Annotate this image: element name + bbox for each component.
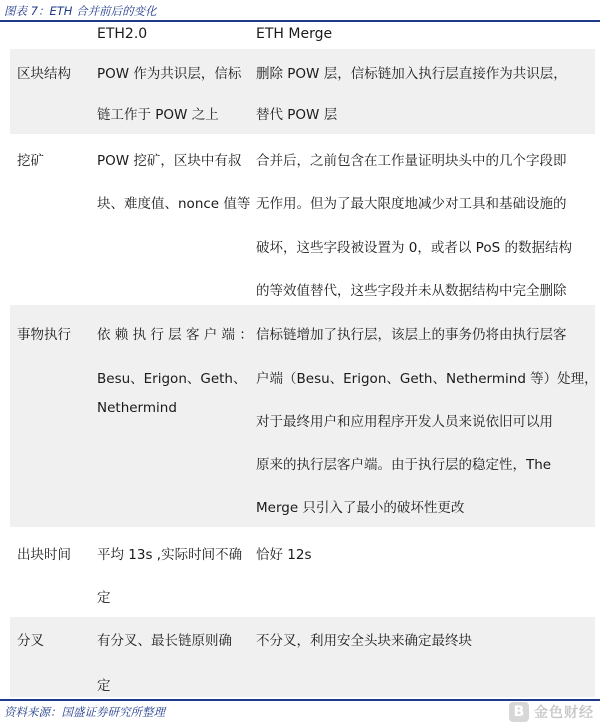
header-eth2: ETH2.0 <box>97 26 148 42</box>
text-line: 平均 13s ,实际时间不确 <box>97 547 243 563</box>
text-line: Merge 只引入了最小的破坏性更改 <box>256 500 465 516</box>
text-line: 的等效值替代，这些字段并未从数据结构中完全删除 <box>256 283 567 299</box>
row-label: 事物执行 <box>17 327 71 343</box>
watermark-logo-icon: B <box>509 702 529 722</box>
text-line: POW 作为共识层，信标 <box>97 66 242 82</box>
text-line: 定 <box>97 590 111 606</box>
text-line: 定 <box>97 678 111 694</box>
row-label: 挖矿 <box>17 153 44 169</box>
text-line: Besu、Erigon、Geth、 <box>97 371 247 387</box>
watermark-text: 金色财经 <box>534 705 594 721</box>
text-line: 破坏，这些字段被设置为 0，或者以 PoS 的数据结构 <box>256 240 572 256</box>
text-line: 对于最终用户和应用程序开发人员来说依旧可以用 <box>256 414 553 430</box>
watermark <box>509 701 594 723</box>
text-line: 合并后，之前包含在工作量证明块头中的几个字段即 <box>256 153 567 169</box>
text-line: 替代 POW 层 <box>256 107 338 123</box>
header-merge: ETH Merge <box>256 26 333 42</box>
figure-caption: 图表 7：ETH 合并前后的变化 <box>4 4 157 18</box>
text-line: 信标链增加了执行层，该层上的事务仍将由执行层客 <box>256 327 567 343</box>
text-line: 删除 POW 层，信标链加入执行层直接作为共识层， <box>256 66 567 82</box>
top-rule <box>0 20 600 22</box>
text-line: 恰好 12s <box>256 547 312 563</box>
text-line: 链工作于 POW 之上 <box>97 107 219 123</box>
text-line: 依 赖 执 行 层 客 户 端 ： <box>97 327 253 343</box>
text-line: 户端（Besu、Erigon、Geth、Nethermind 等）处理， <box>256 371 598 387</box>
row-label: 区块结构 <box>17 66 71 82</box>
source-note: 资料来源：国盛证券研究所整理 <box>4 705 165 719</box>
text-line: POW 挖矿，区块中有叔 <box>97 153 242 169</box>
text-line: 有分叉、最长链原则确 <box>97 633 232 649</box>
row-label: 分叉 <box>17 633 44 649</box>
text-line: Nethermind <box>97 400 177 416</box>
text-line: 原来的执行层客户端。由于执行层的稳定性，The <box>256 457 552 473</box>
text-line: 不分叉，利用安全头块来确定最终块 <box>256 633 472 649</box>
row-label: 出块时间 <box>17 547 71 563</box>
text-line: 块、难度值、nonce 值等 <box>97 196 251 212</box>
text-line: 无作用。但为了最大限度地减少对工具和基础设施的 <box>256 196 567 212</box>
